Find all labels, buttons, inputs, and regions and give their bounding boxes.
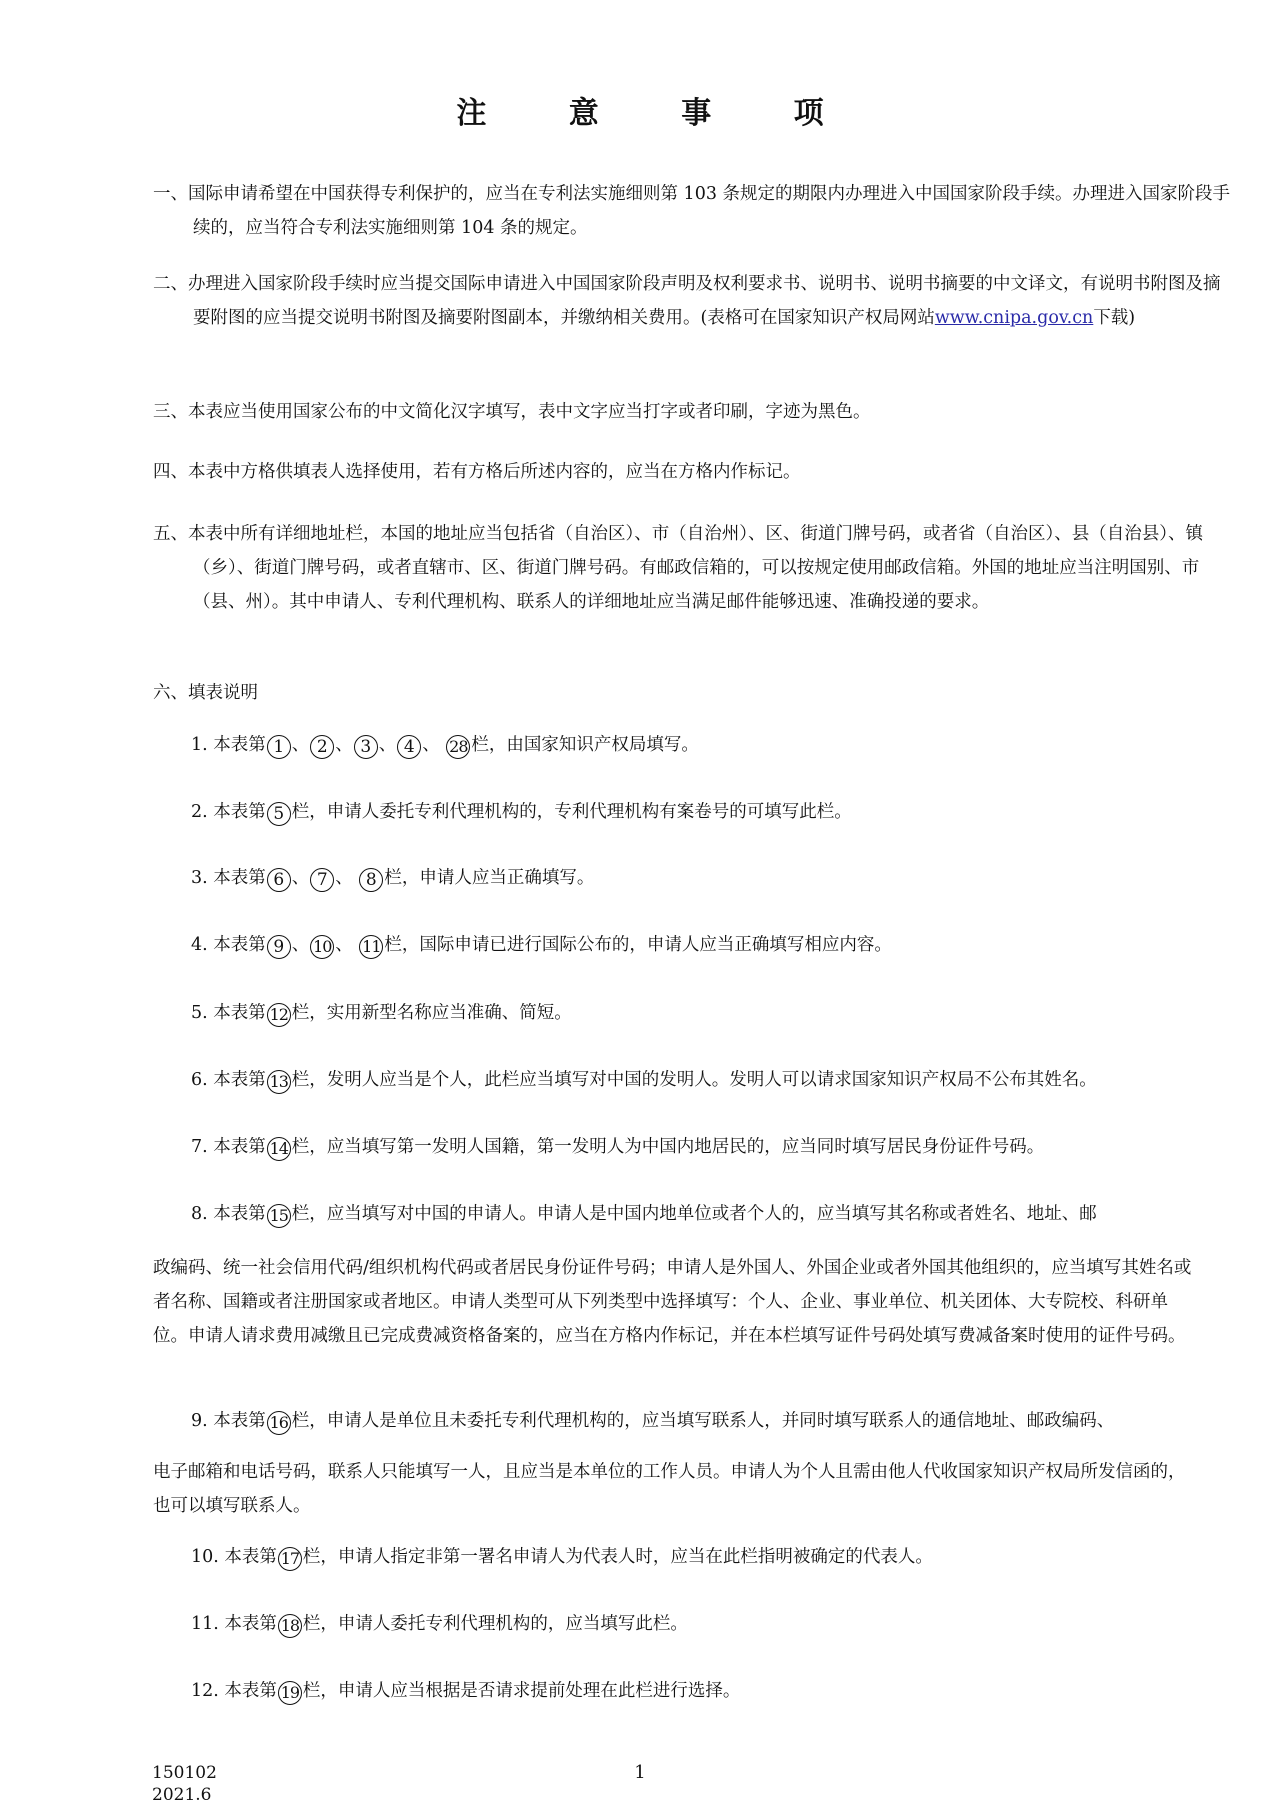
item-9-prefix: 9. 本表第 bbox=[191, 1411, 266, 1431]
item-5 bbox=[153, 996, 1193, 1030]
item-10 bbox=[153, 1540, 1193, 1574]
item-9 bbox=[153, 1404, 1193, 1438]
circled-number: 19 bbox=[278, 1681, 302, 1705]
section-3-marker: 三、 bbox=[153, 402, 188, 422]
circled-number: 17 bbox=[278, 1547, 302, 1571]
item-7 bbox=[153, 1130, 1193, 1164]
item-3: 3. 本表第 6 、 7 、 8 栏，申请人应当正确填写。 bbox=[191, 868, 595, 890]
section-4 bbox=[153, 455, 1233, 489]
item-2 bbox=[153, 795, 1193, 829]
item-4: 4. 本表第 9 、 10 、 11 栏，国际申请已进行国际公布的，申请人应当正确填写相应内容。 bbox=[191, 935, 892, 957]
section-5 bbox=[153, 517, 1233, 619]
circled-number: 7 bbox=[310, 868, 334, 892]
circled-number: 6 bbox=[267, 868, 291, 892]
item-3-prefix: 3. 本表第 bbox=[191, 868, 266, 888]
cnipa-link[interactable]: www.cnipa.gov.cn bbox=[934, 308, 1094, 328]
item-1-prefix: 1. 本表第 bbox=[191, 735, 266, 755]
item-4-prefix: 4. 本表第 bbox=[191, 935, 266, 955]
item-6 bbox=[153, 1063, 1193, 1097]
circled-number: 18 bbox=[278, 1614, 302, 1638]
circled-number: 15 bbox=[267, 1204, 291, 1228]
section-2-marker: 二、 bbox=[153, 274, 188, 294]
item-1: 1. 本表第 1 、 2 、 3 、 4 、 28 栏，由国家知识产权局填写。 bbox=[191, 735, 699, 757]
item-10-suffix: 栏，申请人指定非第一署名申请人为代表人时，应当在此栏指明被确定的代表人。 bbox=[302, 1547, 933, 1567]
section-1-marker: 一、 bbox=[153, 184, 188, 204]
page-title: 注 意 事 项 bbox=[456, 96, 860, 131]
section-6-heading: 六、填表说明 bbox=[153, 683, 258, 703]
item-11 bbox=[153, 1607, 1193, 1641]
section-3-text: 本表应当使用国家公布的中文简化汉字填写，表中文字应当打字或者印刷，字迹为黑色。 bbox=[188, 402, 871, 422]
circled-number: 10 bbox=[310, 935, 334, 959]
circled-number: 2 bbox=[310, 735, 334, 759]
item-8-suffix: 栏，应当填写对中国的申请人。申请人是中国内地单位或者个人的，应当填写其名称或者姓名、地址、邮 bbox=[291, 1204, 1097, 1224]
item-6-suffix: 栏，发明人应当是个人，此栏应当填写对中国的发明人。发明人可以请求国家知识产权局不公布其姓名。 bbox=[291, 1070, 1097, 1090]
form-number: 150102 bbox=[152, 1763, 217, 1783]
circled-number: 11 bbox=[359, 935, 383, 959]
section-5-marker: 五、 bbox=[153, 524, 188, 544]
section-1 bbox=[153, 177, 1233, 245]
item-5-prefix: 5. 本表第 bbox=[191, 1003, 266, 1023]
circled-number: 1 bbox=[267, 735, 291, 759]
item-2-suffix: 栏，申请人委托专利代理机构的，专利代理机构有案卷号的可填写此栏。 bbox=[291, 802, 852, 822]
item-8-prefix: 8. 本表第 bbox=[191, 1204, 266, 1224]
circled-number: 8 bbox=[359, 868, 383, 892]
item-3-suffix: 栏，申请人应当正确填写。 bbox=[384, 868, 595, 888]
item-7-suffix: 栏，应当填写第一发明人国籍，第一发明人为中国内地居民的，应当同时填写居民身份证件号码。 bbox=[291, 1137, 1045, 1157]
item-11-suffix: 栏，申请人委托专利代理机构的，应当填写此栏。 bbox=[302, 1614, 688, 1634]
item-12-prefix: 12. 本表第 bbox=[191, 1681, 277, 1701]
item-7-prefix: 7. 本表第 bbox=[191, 1137, 266, 1157]
circled-number: 9 bbox=[267, 935, 291, 959]
item-11-prefix: 11. 本表第 bbox=[191, 1614, 277, 1634]
form-date: 2021.6 bbox=[152, 1785, 212, 1805]
item-5-suffix: 栏，实用新型名称应当准确、简短。 bbox=[291, 1003, 572, 1023]
section-4-text: 本表中方格供填表人选择使用，若有方格后所述内容的，应当在方格内作标记。 bbox=[188, 462, 801, 482]
section-2 bbox=[153, 267, 1233, 335]
item-9-continuation: 电子邮箱和电话号码，联系人只能填写一人，且应当是本单位的工作人员。申请人为个人且需由他人代收国家知识产权局所发信函的，也可以填写联系人。 bbox=[153, 1462, 1186, 1516]
circled-number: 28 bbox=[446, 735, 470, 759]
item-8-continuation: 政编码、统一社会信用代码/组织机构代码或者居民身份证件号码；申请人是外国人、外国企业或者外国其他组织的，应当填写其姓名或者名称、国籍或者注册国家或者地区。申请人类型可从下列类型中选择填写：个人、企业、事业单位、机关团体、大专院校、科研单位。申请人请求费用减缴且已完成费减资格备案的，应当在方格内作标记，并在本栏填写证件号码处填写费减备案时使用的证件号码。 bbox=[153, 1258, 1192, 1346]
section-5-text: 本表中所有详细地址栏，本国的地址应当包括省（自治区）、市（自治州）、区、街道门牌号码，或者省（自治区）、县（自治县）、镇（乡）、街道门牌号码，或者直辖市、区、街道门牌号码。有邮政信箱的，可以按规定使用邮政信箱。外国的地址应当注明国别、市（县、州）。其中申请人、专利代理机构、联系人的详细地址应当满足邮件能够迅速、准确投递的要求。 bbox=[188, 524, 1203, 612]
item-12-suffix: 栏，申请人应当根据是否请求提前处理在此栏进行选择。 bbox=[302, 1681, 741, 1701]
circled-number: 14 bbox=[267, 1137, 291, 1161]
circled-number: 12 bbox=[267, 1003, 291, 1027]
section-1-text: 国际申请希望在中国获得专利保护的，应当在专利法实施细则第 103 条规定的期限内办理进入中国国家阶段手续。办理进入国家阶段手续的，应当符合专利法实施细则第 104 条的规定。 bbox=[188, 184, 1231, 238]
item-2-prefix: 2. 本表第 bbox=[191, 802, 266, 822]
item-1-suffix: 栏，由国家知识产权局填写。 bbox=[471, 735, 699, 755]
item-4-suffix: 栏，国际申请已进行国际公布的，申请人应当正确填写相应内容。 bbox=[384, 935, 892, 955]
circled-number: 4 bbox=[397, 735, 421, 759]
section-2-after: 下载) bbox=[1093, 308, 1136, 328]
section-4-marker: 四、 bbox=[153, 462, 188, 482]
circled-number: 3 bbox=[354, 735, 378, 759]
page-number: 1 bbox=[634, 1762, 646, 1783]
item-8 bbox=[153, 1197, 1193, 1231]
item-6-prefix: 6. 本表第 bbox=[191, 1070, 266, 1090]
section-2-text: 办理进入国家阶段手续时应当提交国际申请进入中国国家阶段声明及权利要求书、说明书、说明书摘要的中文译文，有说明书附图及摘要附图的应当提交说明书附图及摘要附图副本，并缴纳相关费用。(表格可在国家知识产权局网站 bbox=[188, 274, 1221, 328]
circled-number: 16 bbox=[267, 1411, 291, 1435]
item-12 bbox=[153, 1674, 1193, 1708]
item-10-prefix: 10. 本表第 bbox=[191, 1547, 277, 1567]
circled-number: 13 bbox=[267, 1070, 291, 1094]
circled-number: 5 bbox=[267, 802, 291, 826]
section-3 bbox=[153, 395, 1233, 429]
item-9-suffix: 栏，申请人是单位且未委托专利代理机构的，应当填写联系人，并同时填写联系人的通信地址、邮政编码、 bbox=[291, 1411, 1115, 1431]
